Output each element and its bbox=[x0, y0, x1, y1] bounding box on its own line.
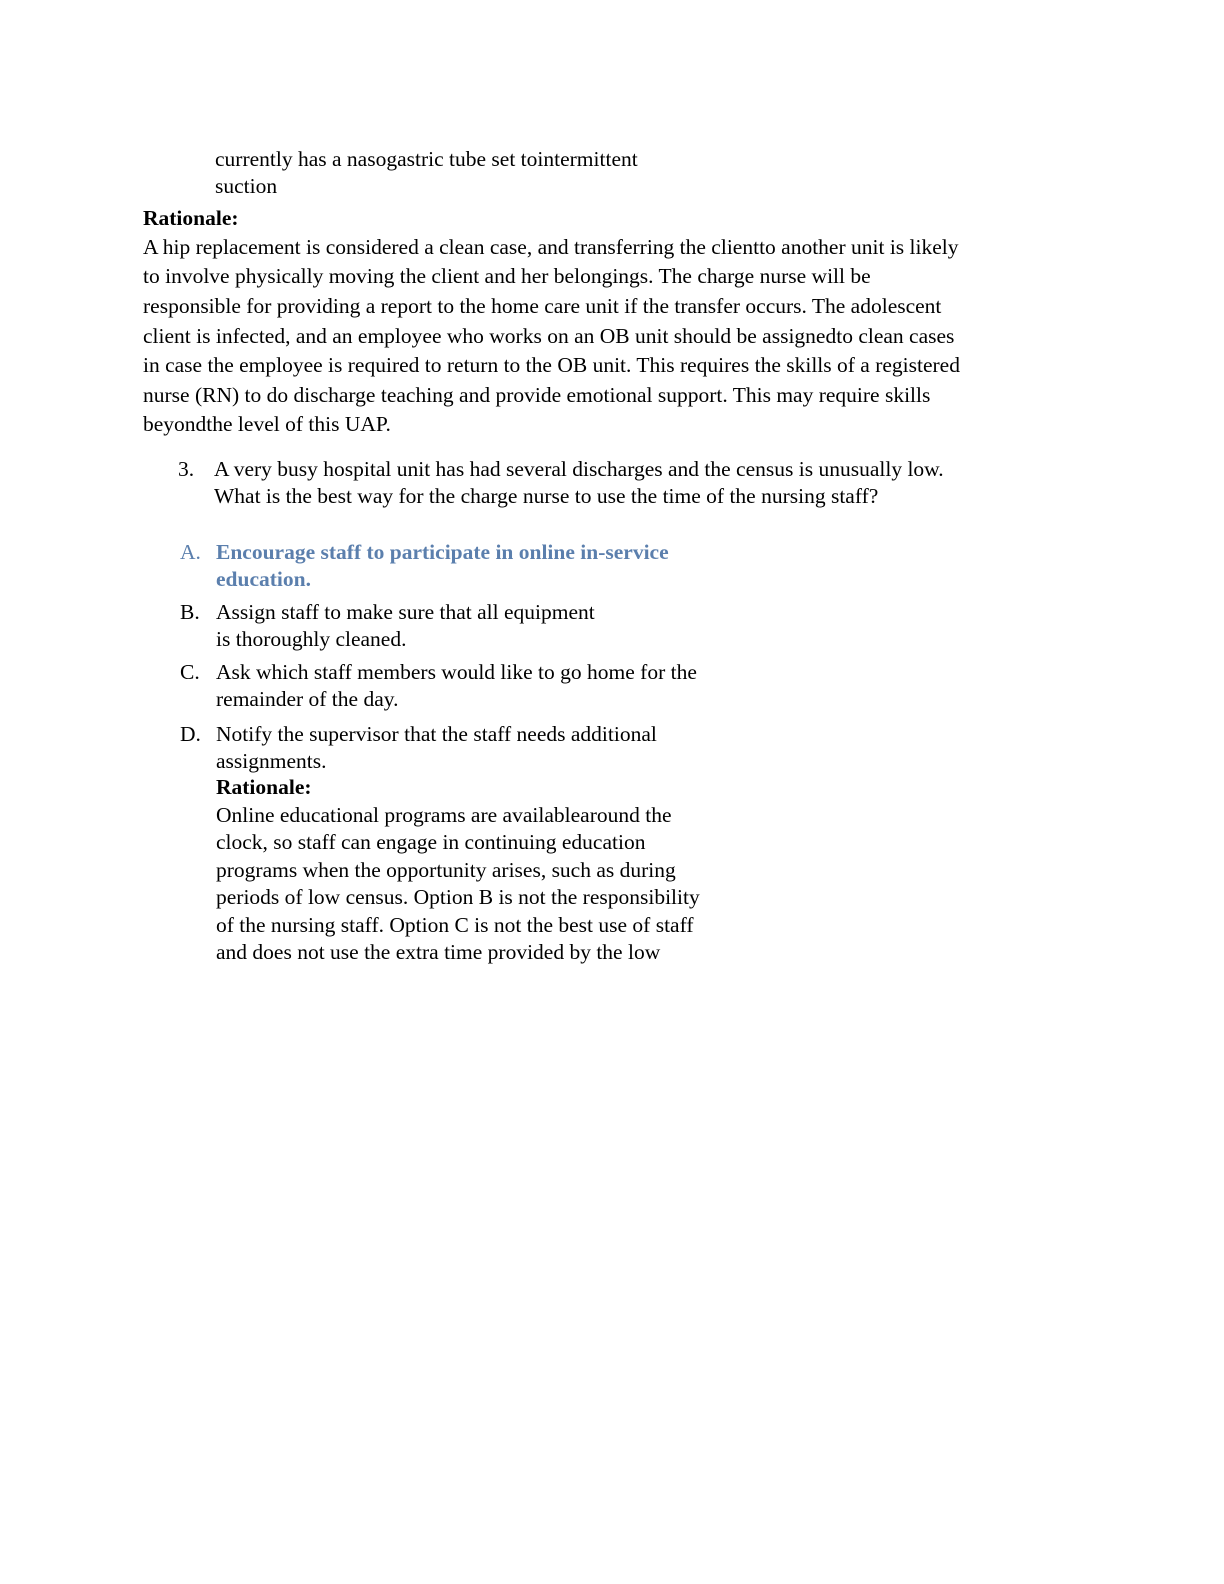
rationale-line: of the nursing staff. Option C is not the best use of staff bbox=[216, 913, 694, 937]
rationale-heading: Rationale: bbox=[143, 206, 239, 230]
option-c-text: Ask which staff members would like to go home for the bbox=[216, 660, 697, 684]
previous-option-line: currently has a nasogastric tube set tointermittent bbox=[215, 147, 638, 171]
rationale-line: Online educational programs are availablearound the bbox=[216, 803, 672, 827]
rationale-line: responsible for providing a report to the home care unit if the transfer occurs. The adolescent bbox=[143, 294, 942, 318]
rationale-line: A hip replacement is considered a clean case, and transferring the clientto another unit is likely bbox=[143, 235, 959, 259]
rationale-line: in case the employee is required to return to the OB unit. This requires the skills of a registered bbox=[143, 353, 960, 377]
question-text-line: A very busy hospital unit has had several discharges and the census is unusually low. bbox=[214, 457, 944, 481]
option-b-letter: B. bbox=[180, 600, 200, 624]
rationale-line: programs when the opportunity arises, such as during bbox=[216, 858, 676, 882]
rationale-heading: Rationale: bbox=[216, 775, 312, 799]
option-a-text: education. bbox=[216, 567, 311, 591]
option-a-text: Encourage staff to participate in online in-service bbox=[216, 540, 669, 564]
rationale-line: and does not use the extra time provided by the low bbox=[216, 940, 661, 964]
rationale-line: periods of low census. Option B is not the responsibility bbox=[216, 885, 700, 909]
rationale-line: to involve physically moving the client and her belongings. The charge nurse will be bbox=[143, 264, 871, 288]
option-a-letter: A. bbox=[180, 540, 201, 564]
rationale-line: client is infected, and an employee who works on an OB unit should be assignedto clean cases bbox=[143, 324, 955, 348]
option-d-text: Notify the supervisor that the staff needs additional bbox=[216, 722, 657, 746]
rationale-line: beyondthe level of this UAP. bbox=[143, 412, 391, 436]
option-c-text: remainder of the day. bbox=[216, 687, 399, 711]
rationale-line: clock, so staff can engage in continuing education bbox=[216, 830, 646, 854]
previous-option-line: suction bbox=[215, 174, 278, 198]
rationale-line: nurse (RN) to do discharge teaching and provide emotional support. This may require skills bbox=[143, 383, 931, 407]
question-text-line: What is the best way for the charge nurse to use the time of the nursing staff? bbox=[214, 484, 879, 508]
option-b-text: is thoroughly cleaned. bbox=[216, 627, 407, 651]
option-c-letter: C. bbox=[180, 660, 200, 684]
option-d-letter: D. bbox=[180, 722, 201, 746]
question-number: 3. bbox=[178, 457, 195, 481]
option-b-text: Assign staff to make sure that all equipment bbox=[216, 600, 595, 624]
option-d-text: assignments. bbox=[216, 749, 327, 773]
